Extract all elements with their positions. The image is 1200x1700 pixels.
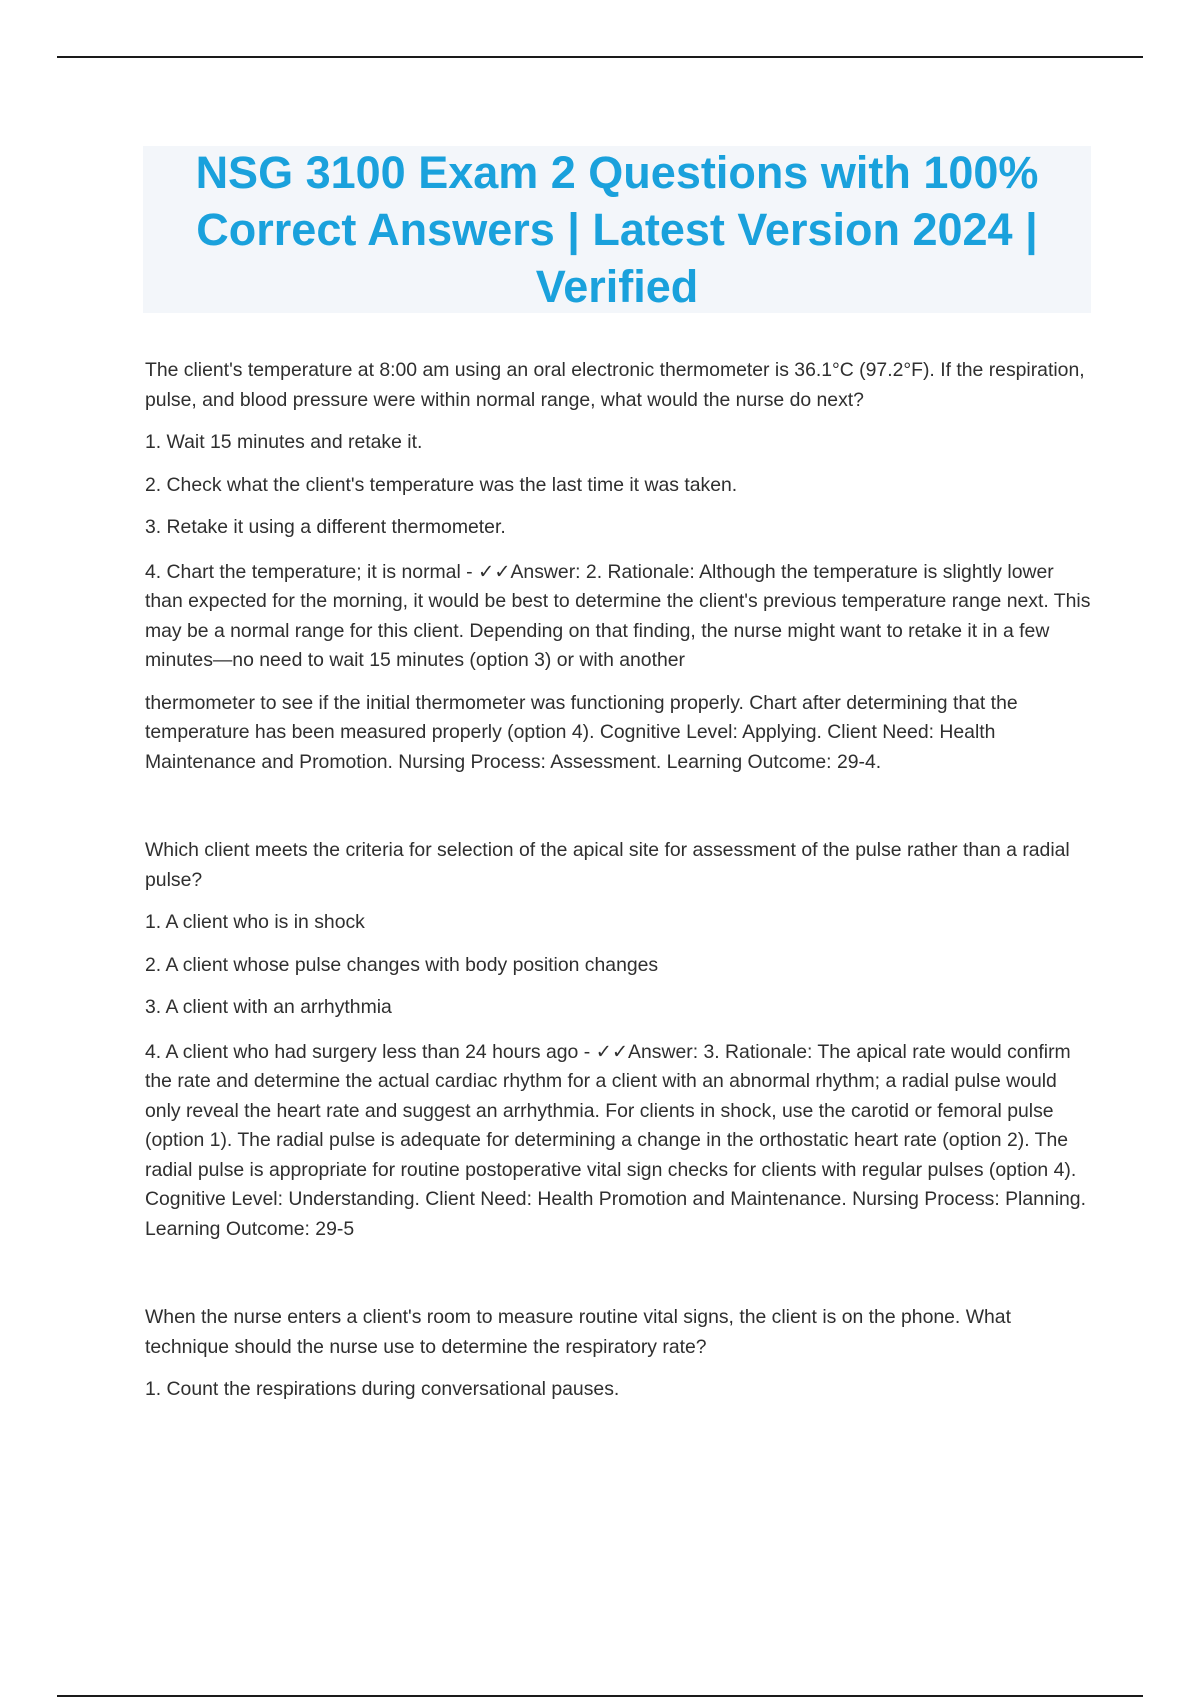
question-stem: When the nurse enters a client's room to measure routine vital signs, the client is on the phone. What technique should the nurse use to determine the respiratory rate? xyxy=(145,1306,1011,1358)
answer-option: 1. Wait 15 minutes and retake it. xyxy=(145,431,423,453)
title-banner xyxy=(143,146,1091,313)
answer-option: 3. Retake it using a different thermometer. xyxy=(145,516,506,538)
answer-rationale: 4. Chart the temperature; it is normal - ✓✓Answer: 2. Rationale: Although the temperature is slightly lower than expected for the morning, it would be best to determine the client's previous temperature range next. This may be a normal range for this client. Depending on that finding, the nurse might want to retake it in a few minutes—no need to wait 15 minutes (option 3) or with another xyxy=(145,560,1091,671)
answer-option: 1. A client who is in shock xyxy=(145,911,365,933)
document-title: NSG 3100 Exam 2 Questions with 100% Correct Answers | Latest Version 2024 | Verified xyxy=(195,147,1039,312)
answer-option: 2. A client whose pulse changes with body position changes xyxy=(145,953,659,976)
bottom-rule xyxy=(57,1695,1143,1697)
document-body xyxy=(145,356,1095,1405)
top-rule xyxy=(57,56,1143,58)
answer-option: 3. A client with an arrhythmia xyxy=(145,996,392,1018)
answer-rationale-continued: thermometer to see if the initial thermometer was functioning properly. Chart after determining that the temperature has been measured properly (option 4). Cognitive Level: Applying. Client Need: Health Maintenance and Promotion. Nursing Process: Assessment. Learning Outcome: 29-4. xyxy=(145,691,1018,773)
answer-option: 1. Count the respirations during conversational pauses. xyxy=(145,1378,620,1400)
answer-rationale: 4. A client who had surgery less than 24 hours ago - ✓✓Answer: 3. Rationale: The apical rate would confirm the rate and determine the actual cardiac rhythm for a client with an abnormal rhythm; a radial pulse would only reveal the heart rate and suggest an arrhythmia. For clients in shock, use the carotid or femoral pulse (option 1). The radial pulse is adequate for determining a change in the orthostatic heart rate (option 2). The radial pulse is appropriate for routine postoperative vital sign checks for clients with regular pulses (option 4). Cognitive Level: Understanding. Client Need: Health Promotion and Maintenance. Nursing Process: Planning. Learning Outcome: 29-5 xyxy=(145,1040,1086,1240)
answer-option: 2. Check what the client's temperature was the last time it was taken. xyxy=(145,473,738,496)
question-stem: The client's temperature at 8:00 am using an oral electronic thermometer is 36.1°C (97.2°F). If the respiration, pulse, and blood pressure were within normal range, what would the nurse do next? xyxy=(145,359,1085,411)
question-stem: Which client meets the criteria for selection of the apical site for assessment of the pulse rather than a radial pulse? xyxy=(145,839,1070,891)
